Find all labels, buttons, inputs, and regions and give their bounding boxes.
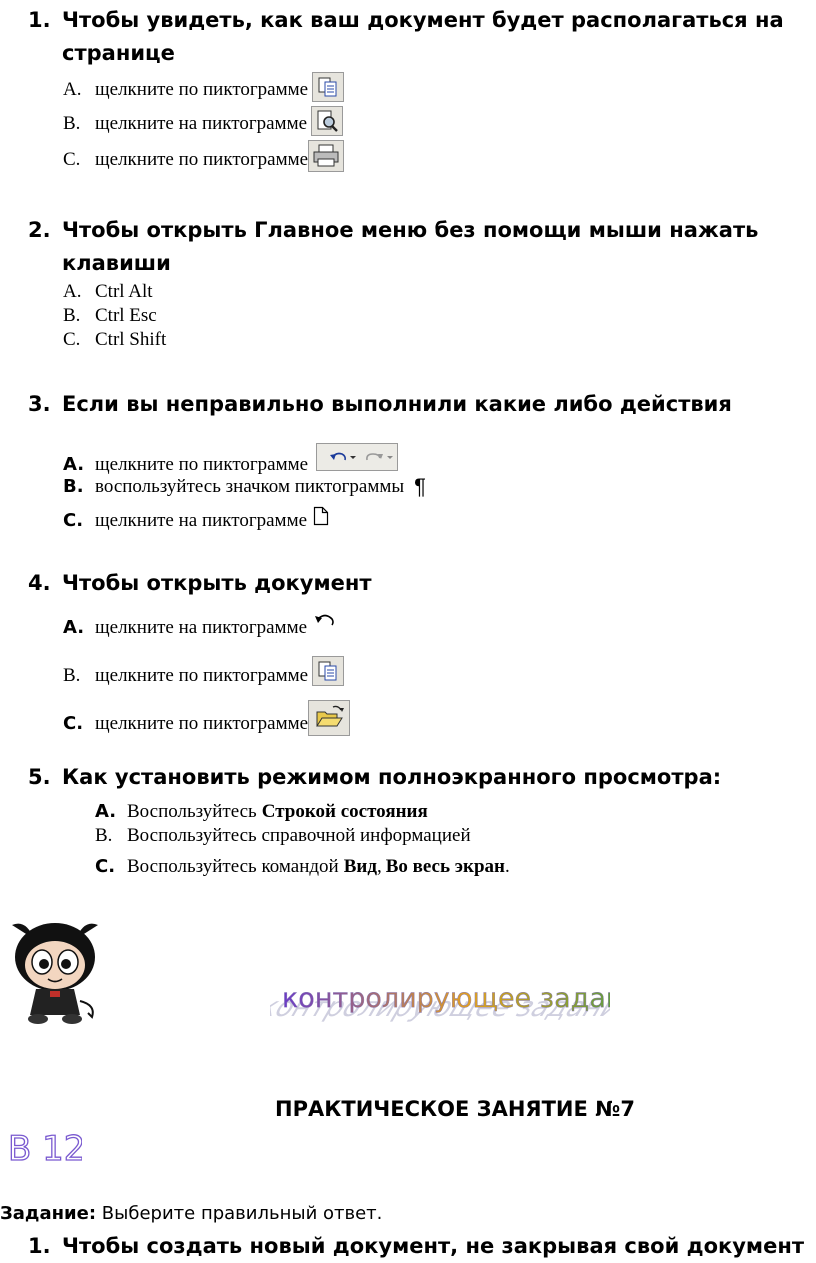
print-preview-icon xyxy=(311,106,343,136)
q1-option-c: C. щелкните по пиктограмме xyxy=(63,140,344,172)
question-5-title xyxy=(28,761,803,794)
q3-option-b: B. воспользуйтесь значком пиктограммы ¶ xyxy=(63,474,426,499)
question-text: Чтобы увидеть, как ваш документ будет располагаться на странице xyxy=(62,8,784,65)
question-4-title xyxy=(28,567,803,600)
undo-arrow-icon xyxy=(313,611,337,640)
q3-option-a: A. щелкните по пиктограмме xyxy=(63,443,398,477)
question-text: Чтобы открыть документ xyxy=(62,571,372,595)
mascot-image xyxy=(6,915,104,1027)
wordart-text: контролирующее зада xyxy=(282,983,606,1014)
pilcrow-icon: ¶ xyxy=(414,474,426,499)
variant-text: В 12 xyxy=(8,1129,82,1169)
copy-icon xyxy=(312,72,344,102)
q2-option-a: A. Ctrl Alt xyxy=(63,281,153,302)
task-line: Задание: Выберите правильный ответ. xyxy=(0,1203,383,1224)
open-folder-icon xyxy=(308,700,350,736)
question-text: Как установить режимом полноэкранного просмотра: xyxy=(62,765,722,789)
q5-option-c: C. Воспользуйтесь командой Вид , Во весь экран . xyxy=(95,856,510,877)
q5-option-a: A. Воспользуйтесь Строкой состояния xyxy=(95,801,428,822)
new-document-icon xyxy=(313,506,329,533)
variant-label xyxy=(2,1120,82,1170)
copy-icon xyxy=(312,656,344,686)
q5-option-b: B. Воспользуйтесь справочной информацией xyxy=(95,825,471,846)
q1-option-a: A. щелкните по пиктограмме xyxy=(63,72,344,102)
undo-redo-icon xyxy=(316,443,398,471)
q3-option-c: C. щелкните на пиктограмме xyxy=(63,506,329,533)
practical-title: ПРАКТИЧЕСКОЕ ЗАНЯТИЕ №7 xyxy=(275,1097,636,1121)
wordart-caption xyxy=(270,978,610,1026)
q2-option-c: C. Ctrl Shift xyxy=(63,329,167,350)
question-text: Чтобы открыть Главное меню без помощи мыши нажать клавиши xyxy=(62,218,759,275)
q1-option-b: B. щелкните на пиктограмме xyxy=(63,106,343,136)
question-number: 1. xyxy=(28,8,51,32)
question-number: 5. xyxy=(28,765,51,789)
q4-option-a: A. щелкните на пиктограмме xyxy=(63,611,337,640)
q4-option-c: C. щелкните по пиктограмме xyxy=(63,700,350,736)
question-number: 2. xyxy=(28,218,51,242)
q2-option-b: B. Ctrl Esc xyxy=(63,305,157,326)
question-1-title xyxy=(28,4,803,70)
question-text: Чтобы создать новый документ, не закрывая свой документ xyxy=(62,1234,805,1258)
question-number: 3. xyxy=(28,392,51,416)
next-question-title xyxy=(28,1230,803,1263)
question-3-title xyxy=(28,388,803,421)
question-text: Если вы неправильно выполнили какие либо действия xyxy=(62,392,732,416)
q4-option-b: B. щелкните по пиктограмме xyxy=(63,656,344,688)
question-2-title xyxy=(28,214,803,280)
question-number: 4. xyxy=(28,571,51,595)
svg-text:контролирующее задание: контролирующее задание xyxy=(270,991,610,1023)
question-number: 1. xyxy=(28,1234,51,1258)
printer-icon xyxy=(308,140,344,172)
